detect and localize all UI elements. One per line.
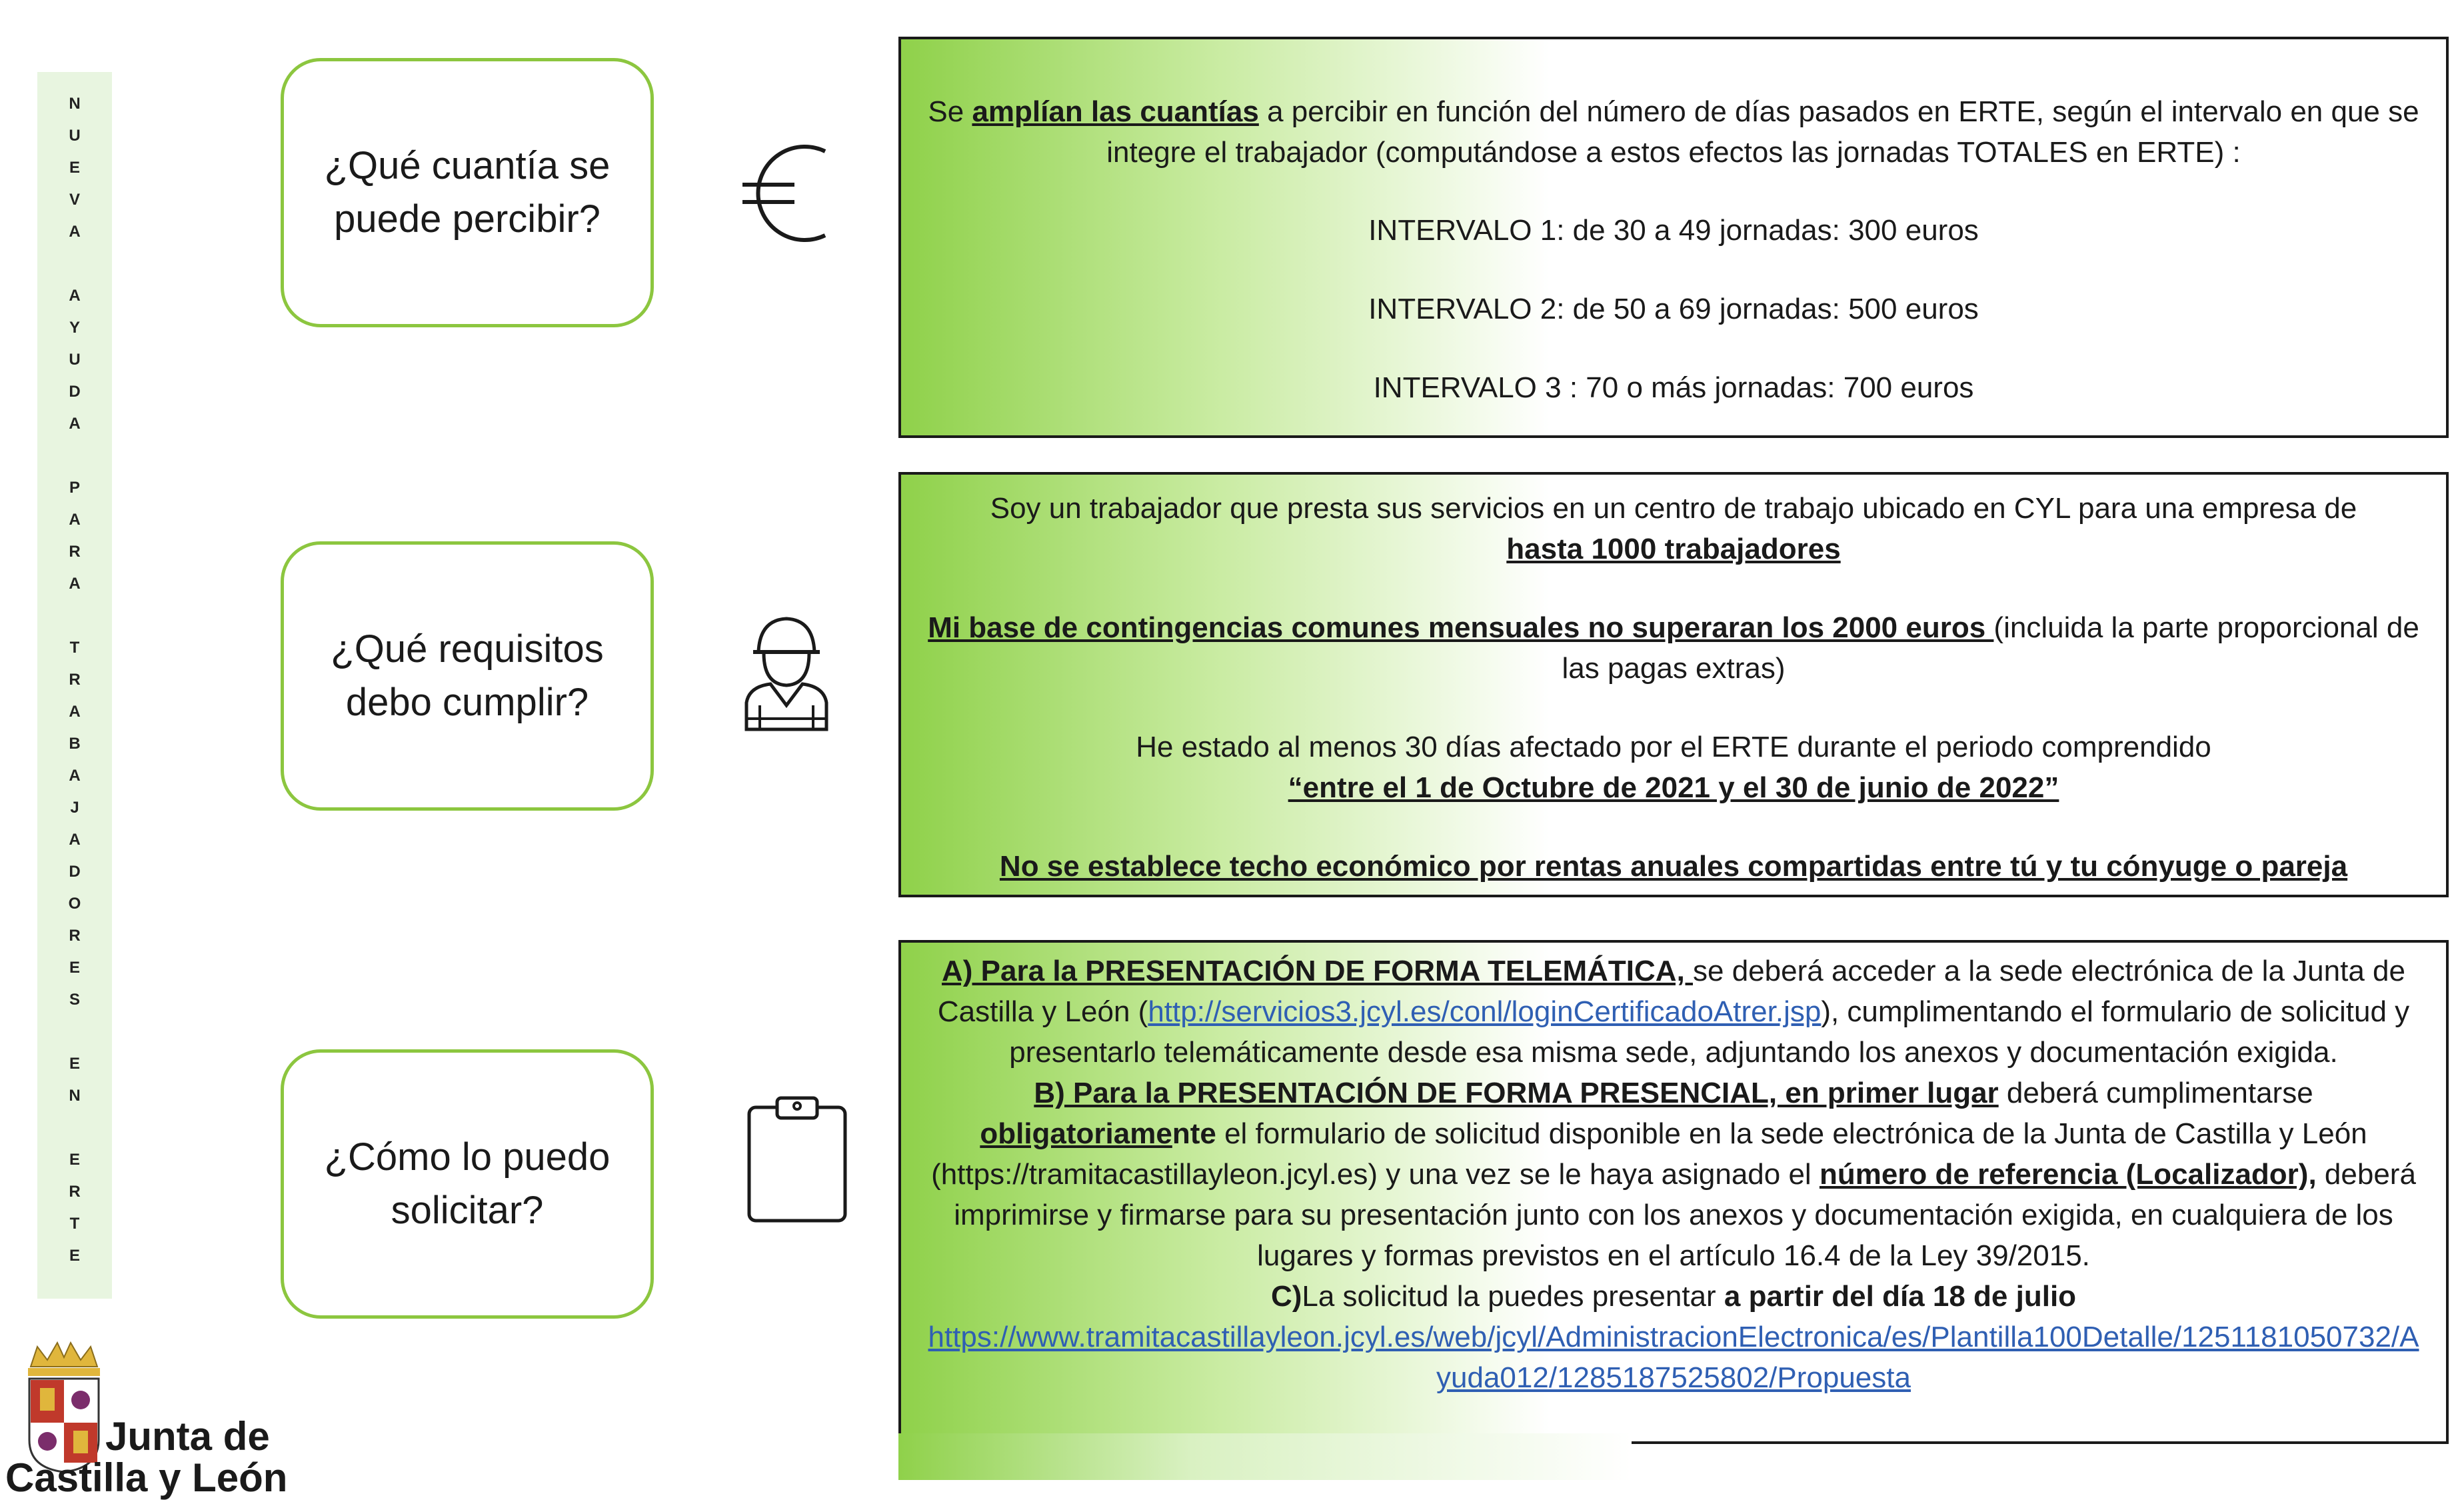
question-amount-line1: ¿Qué cuantía se: [324, 144, 611, 187]
vertical-letter: J: [70, 799, 79, 817]
decorative-green-strip: [898, 1433, 1632, 1480]
option-b-mandatory: obligatoriame: [980, 1117, 1172, 1150]
question-amount-box: [281, 58, 654, 327]
option-a-label: A) Para la PRESENTACIÓN DE FORMA TELEMÁTICA,: [942, 955, 1694, 987]
vertical-letter: A: [69, 575, 81, 593]
vertical-letter: O: [68, 895, 81, 913]
vertical-letter: E: [69, 159, 80, 177]
vertical-title-bar: [37, 72, 112, 1299]
vertical-letter: E: [69, 1151, 80, 1169]
vertical-letter: R: [69, 671, 81, 689]
vertical-letter: A: [69, 415, 81, 433]
interval-1: INTERVALO 1: de 30 a 49 jornadas: 300 euros: [1368, 214, 1979, 247]
vertical-letter: E: [69, 1055, 80, 1073]
vertical-letter: A: [69, 703, 81, 721]
question-how-line1: ¿Cómo lo puedo: [324, 1135, 611, 1179]
requirement-2-text: (incluida la parte proporcional de las pagas extras): [1562, 611, 2419, 685]
amount-intro-start: Se: [928, 95, 972, 128]
question-how-box: [281, 1049, 654, 1319]
option-a: [928, 951, 2419, 1073]
option-c-date: a partir del día 18 de julio: [1724, 1280, 2077, 1313]
option-c-label: C): [1270, 1280, 1302, 1313]
vertical-letter: A: [69, 767, 81, 785]
option-a-text-end: ), cumplimentando el formulario de solicitud y presentarlo telemáticamente desde esa misma sede, adjuntando los anexos y documentación exigida.: [1009, 995, 2410, 1069]
requirement-2-bold: Mi base de contingencias comunes mensuales no superaran los 2000 euros: [928, 611, 1994, 644]
worker-icon: [740, 612, 833, 732]
logo-line-2: Castilla y León: [5, 1455, 288, 1500]
logo-line-1: Junta de: [105, 1414, 270, 1459]
requirement-3: [928, 727, 2419, 808]
option-a-text: se deberá acceder a la sede electrónica de la Junta de Castilla y León (: [937, 955, 2405, 1028]
option-b-text-2: el formulario de solicitud disponible en la sede electrónica de la Junta de Castilla y León (https://tramitacastillayleon.jcyl.es) y una vez se le haya asignado el: [931, 1117, 2367, 1191]
option-c-link-wrap: [928, 1317, 2419, 1398]
vertical-letter: A: [69, 511, 81, 529]
requirement-1: [928, 488, 2419, 569]
question-requirements-line1: ¿Qué requisitos: [331, 627, 604, 671]
clipboard-icon: [745, 1090, 849, 1223]
amount-panel: [898, 37, 2449, 438]
vertical-letter: V: [69, 191, 80, 209]
option-b-text: deberá cumplimentarse: [1998, 1077, 2313, 1109]
question-requirements-line2: debo cumplir?: [345, 681, 589, 724]
option-b-reference: número de referencia (Localizador),: [1819, 1158, 2317, 1191]
requirements-panel: [898, 472, 2449, 897]
vertical-letter: T: [69, 639, 80, 657]
vertical-letter: A: [69, 223, 81, 241]
vertical-letter: T: [69, 1215, 80, 1233]
question-amount-line2: puede percibir?: [334, 197, 601, 241]
vertical-letter: B: [69, 735, 81, 753]
vertical-letter: R: [69, 927, 81, 945]
vertical-letter: E: [69, 1247, 80, 1265]
option-c-text: La solicitud la puedes presentar: [1302, 1280, 1724, 1313]
option-b: [928, 1073, 2419, 1276]
vertical-letter: N: [69, 95, 81, 113]
option-b-label: B) Para la PRESENTACIÓN DE FORMA PRESENCIAL, en primer lugar: [1034, 1077, 1999, 1109]
interval-2: INTERVALO 2: de 50 a 69 jornadas: 500 euros: [1368, 293, 1979, 325]
tramita-link[interactable]: https://www.tramitacastillayleon.jcyl.es/web/jcyl/AdministracionElectronica/es/Plantilla100Detalle/1251181050732/Ayuda012/1285187525802/Propuesta: [928, 1321, 2419, 1394]
vertical-letter: D: [69, 863, 81, 881]
interval-3: INTERVALO 3 : 70 o más jornadas: 700 euros: [1373, 371, 1974, 404]
requirement-4: [928, 846, 2419, 887]
question-how-line2: solicitar?: [391, 1189, 544, 1232]
option-b-mandatory-end: nte: [1172, 1117, 1216, 1150]
vertical-letter: R: [69, 1183, 81, 1201]
vertical-letter: A: [69, 287, 81, 305]
requirement-3-text: He estado al menos 30 días afectado por el ERTE durante el periodo comprendido: [1136, 731, 2211, 763]
requirement-1-text: Soy un trabajador que presta sus servicios en un centro de trabajo ubicado en CYL para una empresa de: [990, 492, 2357, 525]
amount-intro: [928, 91, 2419, 173]
telematic-link[interactable]: http://servicios3.jcyl.es/conl/loginCertificadoAtrer.jsp: [1148, 995, 1822, 1028]
vertical-letter: U: [69, 127, 81, 145]
application-panel: [898, 940, 2449, 1444]
junta-logo-text: [0, 1415, 293, 1500]
option-c: [928, 1276, 2419, 1317]
vertical-letter: R: [69, 543, 81, 561]
amount-intro-bold: amplían las cuantías: [972, 95, 1259, 128]
vertical-letter: U: [69, 351, 81, 369]
requirement-4-bold: No se establece techo económico por rentas anuales compartidas entre tú y tu cónyuge o pareja: [999, 850, 2348, 883]
amount-intro-rest: a percibir en función del número de días pasados en ERTE, según el intervalo en que se integre el trabajador (computándose a estos efectos las jornadas TOTALES en ERTE) :: [1106, 95, 2419, 169]
requirement-3-dates: “entre el 1 de Octubre de 2021 y el 30 de junio de 2022”: [1288, 771, 2059, 804]
vertical-letter: P: [69, 479, 80, 497]
vertical-letter: S: [69, 991, 80, 1009]
vertical-letter: E: [69, 959, 80, 977]
vertical-letter: D: [69, 383, 81, 401]
option-b-text-3: deberá imprimirse y firmarse para su presentación junto con los anexos y documentación exigida, en cualquiera de los lugares y formas previstos en el artículo 16.4 de la Ley 39/2015.: [954, 1158, 2416, 1272]
requirement-1-bold: hasta 1000 trabajadores: [1506, 533, 1841, 565]
euro-icon: [740, 137, 833, 250]
vertical-title-letters: [37, 88, 112, 1272]
question-requirements-box: [281, 541, 654, 811]
vertical-letter: A: [69, 831, 81, 849]
vertical-letter: Y: [69, 319, 80, 337]
vertical-letter: N: [69, 1087, 81, 1105]
requirement-2: [928, 607, 2419, 689]
